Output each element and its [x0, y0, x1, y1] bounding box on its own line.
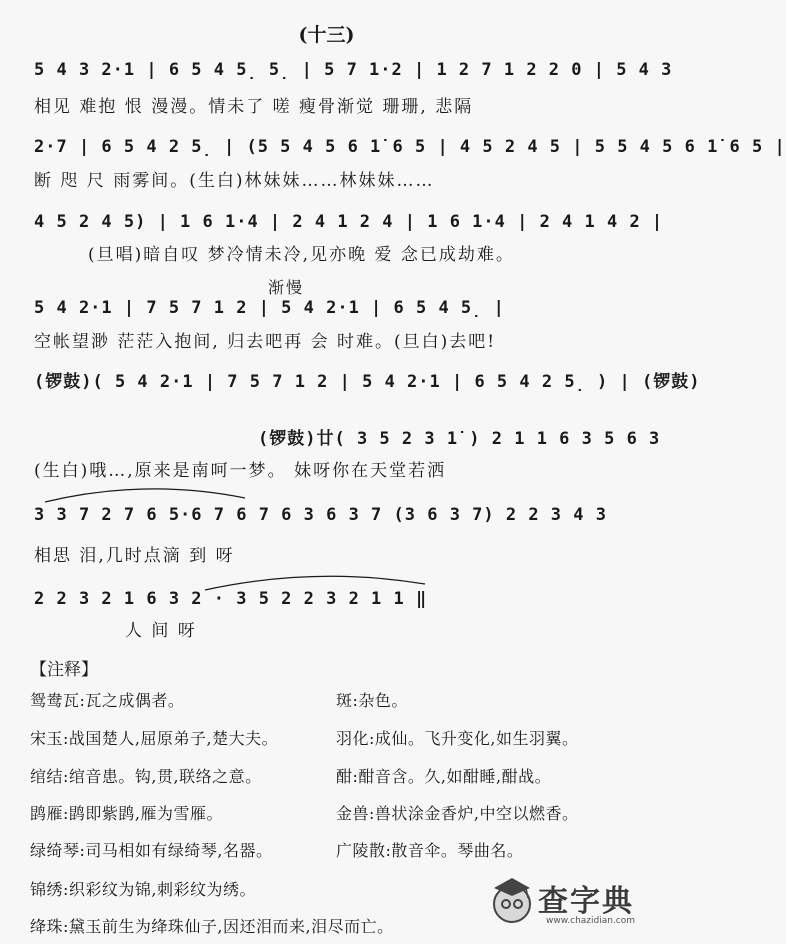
- note-item: 鸳鸯瓦:瓦之成偶者。: [30, 691, 185, 710]
- score-line-8-notation: 2 2 3 2 1 6 3 2 · 3 5 2 2 3 2 1 1 ‖: [34, 589, 428, 609]
- score-line-7-notation: 3 3 7 2 7 6 5·6 7 6 7 6 3 6 3 7 (3 6 3 7) 2 2 3 4 3: [34, 505, 607, 525]
- slur-arc: [40, 484, 250, 504]
- score-line-4-notation: 5 4 2·1 | 7 5 7 1 2 | 5 4 2·1 | 6 5 4 5̣ |: [34, 298, 505, 318]
- note-item: 绿绮琴:司马相如有绿绮琴,名器。: [30, 841, 273, 860]
- note-item: 鹍雁:鹍即紫鹍,雁为雪雁。: [30, 804, 223, 823]
- score-line-6-notation: (锣鼓)廿( 3 5 2 3 1̇ ) 2 1 1 6 3 5 6 3: [258, 429, 661, 449]
- score-line-3-lyrics: (旦唱)暗自叹 梦冷情未冷,见亦晚 爱 念已成劫难。: [88, 245, 515, 265]
- score-line-4-lyrics: 空帐望渺 茫茫入抱间, 归去吧再 会 时难。(旦白)去吧!: [34, 332, 497, 352]
- note-item: 绛珠:黛玉前生为绛珠仙子,因还泪而来,泪尽而亡。: [30, 917, 394, 936]
- graduate-icon: [488, 874, 536, 926]
- page-title: (十三): [298, 24, 355, 46]
- note-item: 绾结:绾音患。钩,贯,联络之意。: [30, 767, 262, 786]
- notes-heading: 【注释】: [30, 660, 98, 680]
- note-item: 宋玉:战国楚人,屈原弟子,楚大夫。: [30, 729, 279, 748]
- note-item: 锦绣:织彩纹为锦,刺彩纹为绣。: [30, 880, 256, 899]
- note-item: 斑:杂色。: [336, 691, 408, 710]
- note-item: 羽化:成仙。飞升变化,如生羽翼。: [336, 729, 579, 748]
- score-line-7-lyrics: 相思 泪,几时点滴 到 呀: [34, 546, 235, 566]
- note-item: 金兽:兽状涂金香炉,中空以燃香。: [336, 804, 579, 823]
- score-line-5-notation: (锣鼓)( 5 4 2·1 | 7 5 7 1 2 | 5 4 2·1 | 6 5 4 2 5̣ ) | (锣鼓): [34, 372, 701, 392]
- score-line-1-lyrics: 相见 难抱 恨 漫漫。情未了 嗟 瘦骨渐觉 珊珊, 悲隔: [34, 97, 474, 117]
- tempo-mark: 渐慢: [268, 278, 305, 297]
- score-line-1-notation: 5 4 3 2·1 | 6 5 4 5̣ 5̣ | 5 7 1·2 | 1 2 7 1 2 2 0 | 5 4 3: [34, 60, 673, 80]
- score-line-2-notation: 2·7 | 6 5 4 2 5̣ | (5 5 4 5 6 1̇ 6 5 | 4 5 2 4 5 | 5 5 4 5 6 1̇ 6 5 |: [34, 137, 786, 157]
- slur-arc: [200, 572, 430, 592]
- watermark-url: www.chazidian.com: [546, 916, 636, 926]
- score-line-3-notation: 4 5 2 4 5) | 1 6 1·4 | 2 4 1 2 4 | 1 6 1·4 | 2 4 1 4 2 |: [34, 212, 664, 232]
- score-line-2-lyrics: 断 咫 尺 雨雾间。(生白)林妹妹……林妹妹……: [34, 171, 435, 191]
- watermark-name: 查字典: [538, 884, 634, 919]
- note-item: 酣:酣音含。久,如酣睡,酣战。: [336, 767, 552, 786]
- score-line-6-lyrics: (生白)哦…,原来是南呵一梦。 妹呀你在天堂若洒: [34, 461, 447, 481]
- watermark-logo: [488, 872, 648, 936]
- note-item: 广陵散:散音伞。琴曲名。: [336, 841, 524, 860]
- score-line-8-lyrics: 人 间 呀: [125, 621, 197, 641]
